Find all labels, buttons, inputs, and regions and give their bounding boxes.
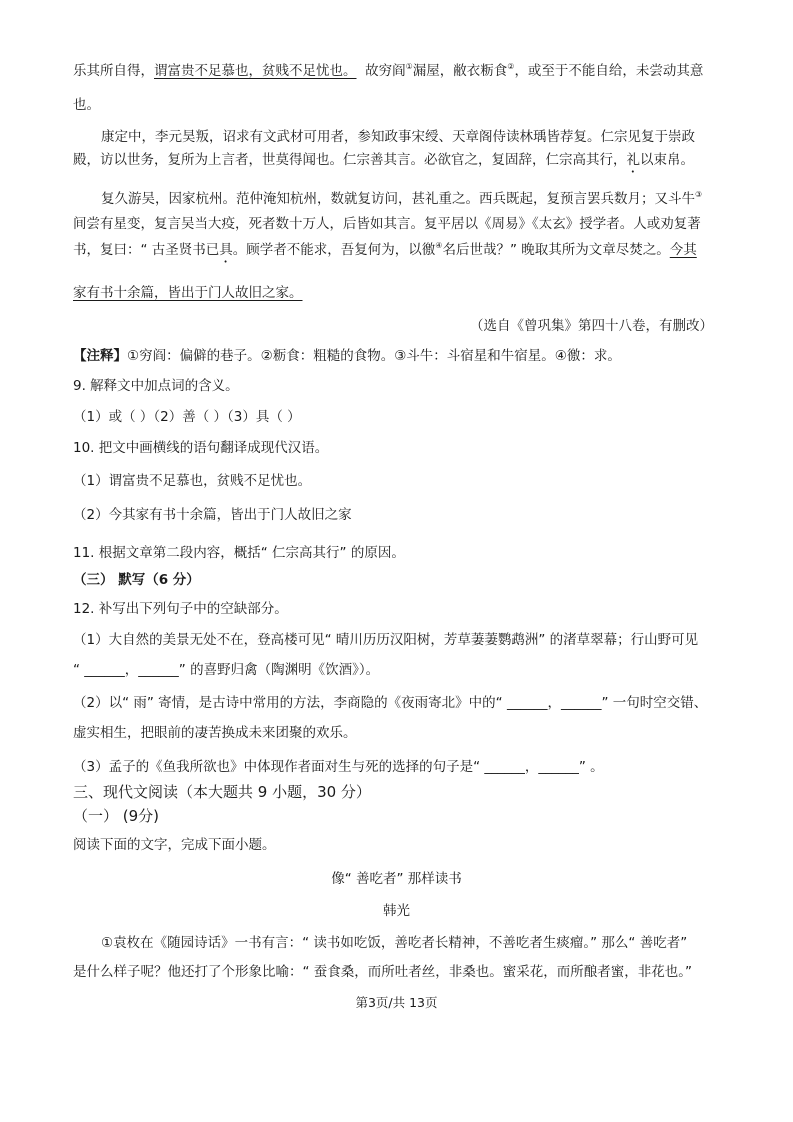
notes-label: 【注释】 [73, 348, 127, 364]
text-segment: 复久游吴，因家杭州。范仲淹知杭州，数就复访问，甚礼重之。西兵既起，复预言罢兵数月；又斗牛 [101, 191, 695, 207]
instruction: 阅读下面的文字，完成下面小题。 [73, 837, 276, 853]
text-segment: 乐其所自得， [73, 63, 154, 79]
source-citation: （选自《曾巩集》第四十八卷，有删改） [470, 318, 713, 334]
text-line [73, 151, 728, 176]
question-9-items: （1）或（ ）（2）善（ ）（3）具（ ） [73, 409, 301, 425]
text-segment: 。顾学者不能求，吾复何为，以徼 [232, 242, 436, 258]
text-line [73, 62, 728, 80]
question-12-item-1-cont: “ ______，______” 的喜野归禽（陶渊明《饮酒》）。 [73, 662, 380, 678]
text-segment: 书，复曰：“ 古圣贤书已 [73, 242, 220, 258]
text-segment: 殿，访以世务，复所为上言者，世莫得闻也。仁宗善其言。必欲官之，复固辞，仁宗高其行， [73, 152, 627, 168]
notes-text: ①穷阎：偏僻的巷子。②粝食：粗糙的食物。③斗牛：斗宿星和牛宿星。④徼：求。 [127, 348, 621, 364]
question-10-item-1: （1）谓富贵不足慕也，贫贱不足忧也。 [73, 473, 312, 489]
footnote-marker: ④ [435, 241, 443, 250]
dotted-word: 具 [219, 242, 233, 258]
footnote-marker: ① [405, 62, 413, 71]
text-segment: 漏屋，敝衣粝食 [412, 63, 508, 79]
footnote-marker: ③ [695, 190, 703, 199]
text-segment: 故穷阎 [365, 63, 406, 79]
question-12-item-2: （2）以“ 雨” 寄情，是古诗中常用的方法，李商隐的《夜雨寄北》中的“ ______，______” 一句时空交错、 [73, 695, 708, 711]
article-author: 韩光 [383, 903, 410, 919]
article-title: 像“ 善吃者” 那样读书 [331, 871, 462, 887]
question-12-item-1: （1）大自然的美景无处不在，登高楼可见“ 晴川历历汉阳树，芳草萋萋鹦鹉洲” 的渚草翠幕；行山野可见 [73, 632, 699, 648]
question-12-item-3: （3）孟子的《鱼我所欲也》中体现作者面对生与死的选择的句子是“ ______，______” 。 [73, 759, 604, 775]
text-line [101, 190, 728, 208]
footnote-marker: ② [507, 62, 515, 71]
question-12-stem: 12. 补写出下列句子中的空缺部分。 [73, 601, 288, 617]
question-10-item-2: （2）今其家有书十余篇，皆出于门人故旧之家 [73, 507, 352, 523]
text-line: 康定中，李元昊叛，诏求有文武材可用者，参知政事宋绶、天章阁侍读林瑀皆荐复。仁宗见复于崇政 [101, 129, 695, 145]
text-segment: 名后世哉？” 晚取其所为文章尽焚之。 [442, 242, 670, 258]
dotted-word: 礼 [626, 152, 640, 168]
question-12-item-2-cont: 虚实相生，把眼前的凄苦换成未来团聚的欢乐。 [73, 725, 357, 741]
part-heading: 三、现代文阅读（本大题共 9 小题，30 分） [73, 783, 371, 801]
notes [73, 347, 728, 365]
sub-heading: （一） (9分) [73, 807, 160, 825]
underlined-sentence: 家有书十余篇，皆出于门人故旧之家。 [73, 285, 303, 301]
text-line: ①袁枚在《随园诗话》一书有言：“ 读书如吃饭，善吃者长精神，不善吃者生痰瘤。” 那么“ 善吃者” [101, 935, 688, 951]
text-line [73, 284, 728, 302]
underlined-sentence: 今其 [669, 242, 697, 258]
text-segment: ，或至于不能自给，未尝动其意 [514, 63, 704, 79]
section-heading: （三） 默写（6 分） [73, 572, 200, 588]
question-10-stem: 10. 把文中画横线的语句翻译成现代汉语。 [73, 440, 329, 456]
text-line: 是什么样子呢？他还打了个形象比喻：“ 蚕食桑，而所吐者丝，非桑也。蜜采花，而所酿者蜜，非花也。” [73, 964, 693, 980]
question-11: 11. 根据文章第二段内容，概括“ 仁宗高其行” 的原因。 [73, 545, 405, 561]
text-line: 间尝有星变，复言吴当大疫，死者数十万人，后皆如其言。复平居以《周易》《太玄》授学者。人或劝复著 [73, 216, 701, 232]
text-segment: 以束帛。 [640, 152, 694, 168]
question-9-stem: 9. 解释文中加点词的含义。 [73, 378, 239, 394]
text-line [73, 241, 728, 266]
underlined-sentence: 谓富贵不足慕也，贫贱不足忧也。 [154, 63, 357, 79]
page-footer: 第3页/共 13页 [355, 995, 438, 1010]
text-line: 也。 [73, 97, 100, 113]
